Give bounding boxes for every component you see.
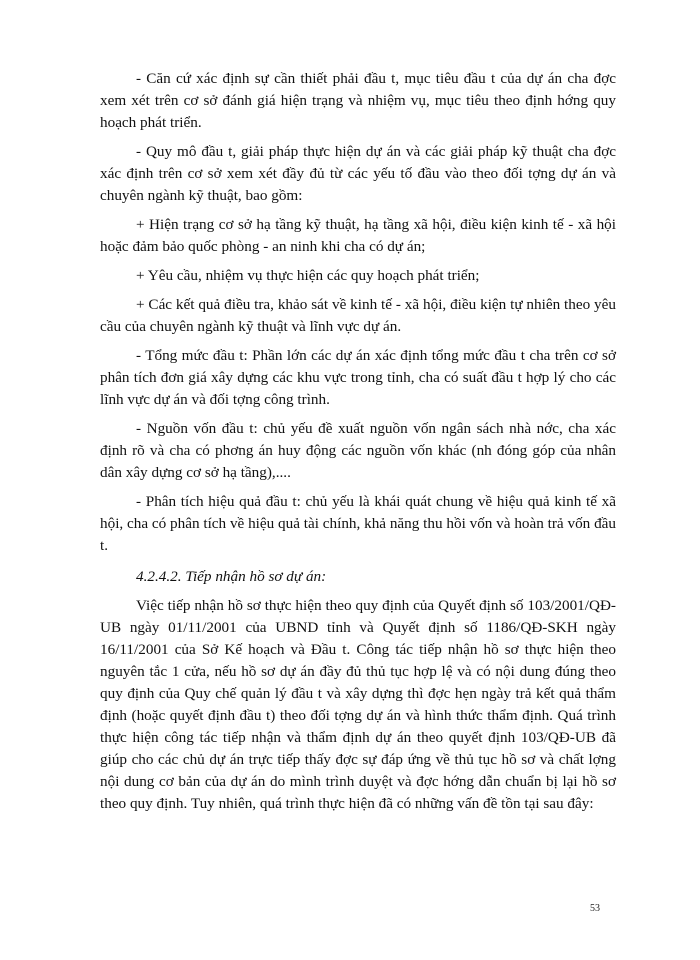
paragraph-receipt: Việc tiếp nhận hồ sơ thực hiện theo quy định của Quyết định số 103/2001/QĐ-UB ngày 01/11/2001 của UBND tỉnh và Quyết định số 1186/QĐ-SKH ngày 16/11/2001 của Sở Kế hoạch và Đầu t. Công tác tiếp nhận hồ sơ thực hiện theo nguyên tắc 1 cửa, nếu hồ sơ dự án đầy đủ thủ tục hợp lệ và có nội dung đúng theo quy định của Quy chế quản lý đầu t và xây dựng thì đợc hẹn ngày trả kết quả thẩm định (hoặc quyết định đầu t) theo đối tợng dự án và hình thức thẩm định. Quá trình thực hiện công tác tiếp nhận và thẩm định dự án theo quyết định 103/QĐ-UB đã giúp cho các chủ dự án trực tiếp thấy đợc sự đáp ứng về thủ tục hồ sơ và chất lợng nội dung cơ bản của dự án do mình trình duyệt và đợc hớng dẫn chuẩn bị lại hồ sơ theo quy định. Tuy nhiên, quá trình thực hiện đã có những vấn đề tồn tại sau đây:	[100, 597, 616, 812]
paragraph-infrastructure: + Hiện trạng cơ sở hạ tầng kỹ thuật, hạ tầng xã hội, điều kiện kinh tế - xã hội hoặc đảm bảo quốc phòng - an ninh khi cha có dự án;	[100, 216, 616, 255]
page-number: 53	[590, 903, 600, 914]
paragraph-efficiency: - Phân tích hiệu quả đầu t: chủ yếu là khái quát chung về hiệu quả kinh tế xã hội, cha có phân tích về hiệu quả tài chính, khả năng thu hồi vốn và hoàn trả vốn đầu t.	[100, 493, 616, 554]
paragraph-total-investment: - Tổng mức đầu t: Phần lớn các dự án xác định tổng mức đầu t cha trên cơ sở phân tích đơn giá xây dựng các khu vực trong tỉnh, cha có suất đầu t hợp lý cho các lĩnh vực dự án và đối tợng công trình.	[100, 347, 616, 408]
paragraph-survey: + Các kết quả điều tra, khảo sát về kinh tế - xã hội, điều kiện tự nhiên theo yêu cầu của chuyên ngành kỹ thuật và lĩnh vực dự án.	[100, 296, 616, 335]
page-body	[100, 68, 616, 815]
paragraph-scale: - Quy mô đầu t, giải pháp thực hiện dự án và các giải pháp kỹ thuật cha đợc xác định trên cơ sở xem xét đầy đủ từ các yếu tố đầu vào theo đối tợng dự án và chuyên ngành kỹ thuật, bao gồm:	[100, 143, 616, 204]
section-heading: 4.2.4.2. Tiếp nhận hồ sơ dự án:	[136, 568, 327, 585]
paragraph-requirements: + Yêu cầu, nhiệm vụ thực hiện các quy hoạch phát triển;	[136, 267, 480, 284]
paragraph-basis: - Căn cứ xác định sự cần thiết phải đầu t, mục tiêu đầu t của dự án cha đợc xem xét trên cơ sở đánh giá hiện trạng và nhiệm vụ, mục tiêu theo định hớng quy hoạch phát triển.	[100, 70, 616, 131]
paragraph-capital-source: - Nguồn vốn đầu t: chủ yếu đề xuất nguồn vốn ngân sách nhà nớc, cha xác định rõ và cha có phơng án huy động các nguồn vốn khác (nh đóng góp của nhân dân xây dựng cơ sở hạ tầng),....	[100, 420, 616, 481]
